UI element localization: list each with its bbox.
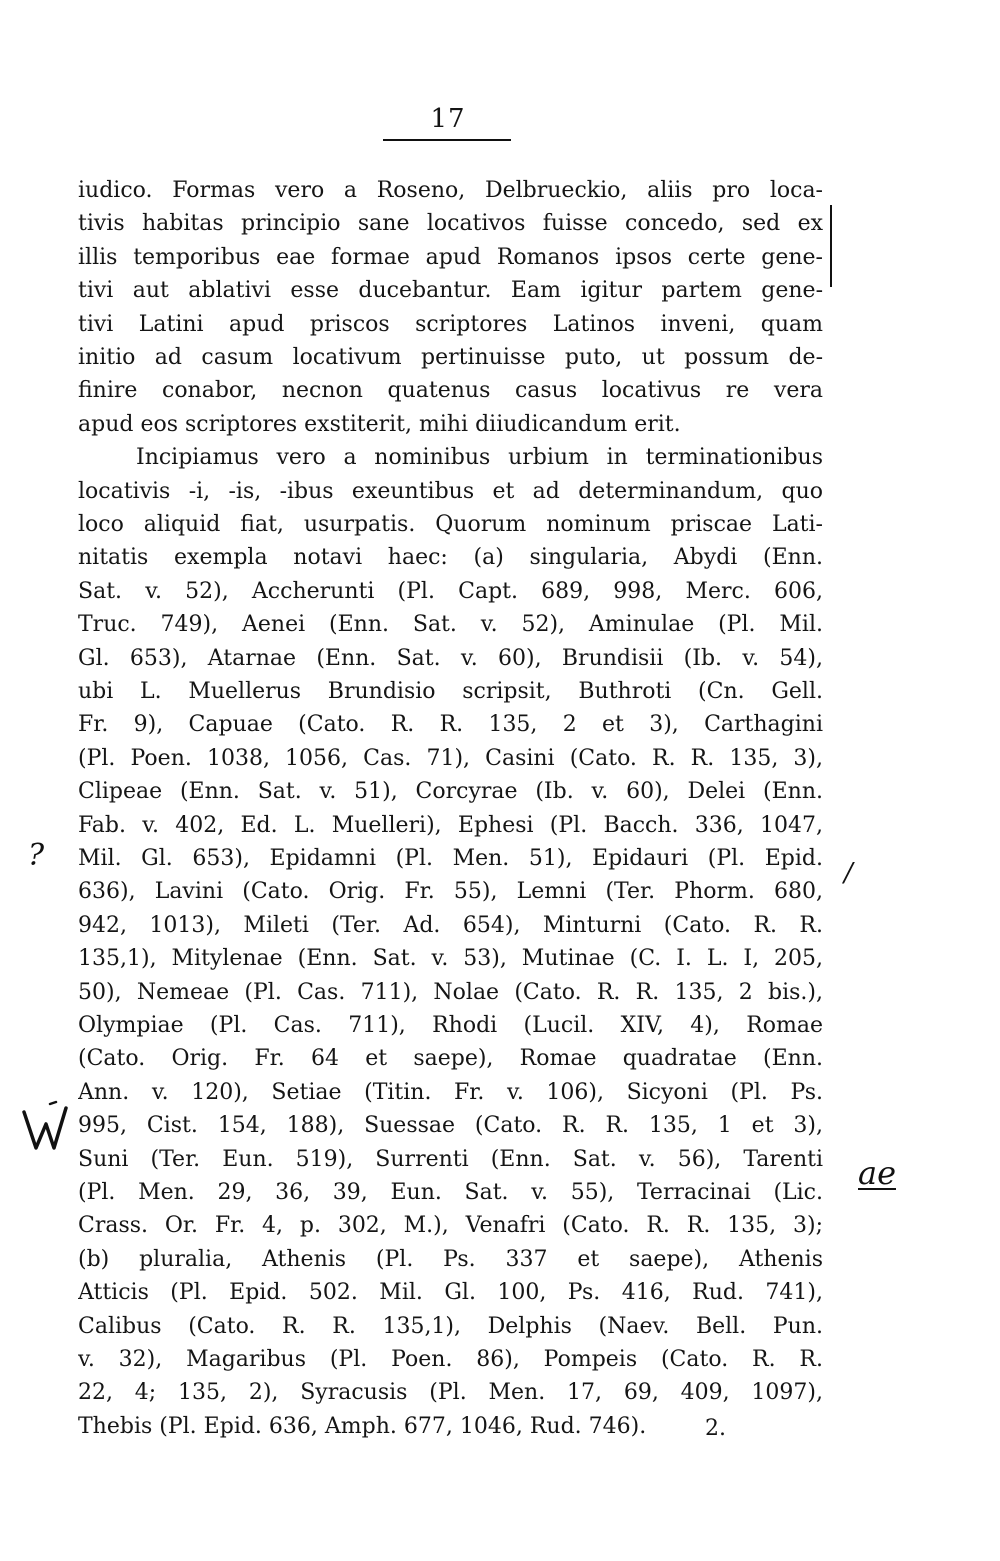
text-line: Calibus (Cato. R. R. 135,1), Delphis (Naev. Bell. Pun. — [78, 1314, 823, 1339]
text-line: Fab. v. 402, Ed. L. Muelleri), Ephesi (Pl. Bacch. 336, 1047, — [78, 813, 823, 838]
text-line: Atticis (Pl. Epid. 502. Mil. Gl. 100, Ps. 416, Rud. 741), — [78, 1280, 823, 1305]
text-line: Crass. Or. Fr. 4, p. 302, M.), Venafri (Cato. R. R. 135, 3); — [78, 1213, 823, 1238]
text-line: Olympiae (Pl. Cas. 711), Rhodi (Lucil. XIV, 4), Romae — [78, 1013, 823, 1038]
text-line: tivis habitas principio sane locativos fuisse concedo, sed ex — [78, 211, 823, 236]
margin-checkmark — [20, 1100, 70, 1158]
text-line: 995, Cist. 154, 188), Suessae (Cato. R. R. 135, 1 et 3), — [78, 1113, 823, 1138]
text-line: (b) pluralia, Athenis (Pl. Ps. 337 et saepe), Athenis — [78, 1247, 823, 1272]
text-line: (Pl. Poen. 1038, 1056, Cas. 71), Casini (Cato. R. R. 135, 3), — [78, 746, 823, 771]
page-number-rule — [383, 139, 511, 141]
text-line: Thebis (Pl. Epid. 636, Amph. 677, 1046, Rud. 746). — [78, 1414, 647, 1439]
text-line: loco aliquid fiat, usurpatis. Quorum nominum priscae Lati- — [78, 512, 823, 537]
text-line: 942, 1013), Mileti (Ter. Ad. 654), Minturni (Cato. R. R. — [78, 913, 823, 938]
margin-vertical-mark — [830, 205, 832, 287]
text-line: finire conabor, necnon quatenus casus locativus re vera — [78, 378, 823, 403]
text-line: 22, 4; 135, 2), Syracusis (Pl. Men. 17, 69, 409, 1097), — [78, 1380, 823, 1405]
text-line: Sat. v. 52), Accherunti (Pl. Capt. 689, 998, Merc. 606, — [78, 579, 823, 604]
text-line: 636), Lavini (Cato. Orig. Fr. 55), Lemni (Ter. Phorm. 680, — [78, 879, 823, 904]
text-line: Incipiamus vero a nominibus urbium in terminationibus — [136, 445, 823, 470]
text-line: Fr. 9), Capuae (Cato. R. R. 135, 2 et 3), Carthagini — [78, 712, 823, 737]
text-line: tivi Latini apud priscos scriptores Latinos inveni, quam — [78, 312, 823, 337]
margin-insert-note: ae — [858, 1154, 897, 1192]
page-number-wrap — [383, 104, 513, 134]
text-line: Truc. 749), Aenei (Enn. Sat. v. 52), Aminulae (Pl. Mil. — [78, 612, 823, 637]
text-line: Ann. v. 120), Setiae (Titin. Fr. v. 106), Sicyoni (Pl. Ps. — [78, 1080, 823, 1105]
text-line: ubi L. Muellerus Brundisio scripsit, Buthroti (Cn. Gell. — [78, 679, 823, 704]
page-number: 17 — [430, 104, 466, 134]
text-line: Mil. Gl. 653), Epidamni (Pl. Men. 51), Epidauri (Pl. Epid. — [78, 846, 823, 871]
margin-insert-mark: / — [844, 858, 853, 888]
signature-mark: 2. — [705, 1416, 726, 1441]
text-line: (Pl. Men. 29, 36, 39, Eun. Sat. v. 55), Terracinai (Lic. — [78, 1180, 823, 1205]
text-line: initio ad casum locativum pertinuisse puto, ut possum de- — [78, 345, 823, 370]
text-line: locativis -i, -is, -ibus exeuntibus et ad determinandum, quo — [78, 479, 823, 504]
text-line: 50), Nemeae (Pl. Cas. 711), Nolae (Cato. R. R. 135, 2 bis.), — [78, 980, 823, 1005]
text-line: 135,1), Mitylenae (Enn. Sat. v. 53), Mutinae (C. I. L. I, 205, — [78, 946, 823, 971]
text-line: iudico. Formas vero a Roseno, Delbrueckio, aliis pro loca- — [78, 178, 823, 203]
text-line: tivi aut ablativi esse ducebantur. Eam igitur partem gene- — [78, 278, 823, 303]
text-line: v. 32), Magaribus (Pl. Poen. 86), Pompeis (Cato. R. R. — [78, 1347, 823, 1372]
text-line: apud eos scriptores exstiterit, mihi diiudicandum erit. — [78, 412, 681, 437]
text-line: (Cato. Orig. Fr. 64 et saepe), Romae quadratae (Enn. — [78, 1046, 823, 1071]
text-line: illis temporibus eae formae apud Romanos ipsos certe gene- — [78, 245, 823, 270]
text-line: Gl. 653), Atarnae (Enn. Sat. v. 60), Brundisii (Ib. v. 54), — [78, 646, 823, 671]
margin-query-note: ? — [28, 838, 45, 873]
text-line: Clipeae (Enn. Sat. v. 51), Corcyrae (Ib. v. 60), Delei (Enn. — [78, 779, 823, 804]
text-line: nitatis exempla notavi haec: (a) singularia, Abydi (Enn. — [78, 545, 823, 570]
text-line: Suni (Ter. Eun. 519), Surrenti (Enn. Sat. v. 56), Tarenti — [78, 1147, 823, 1172]
